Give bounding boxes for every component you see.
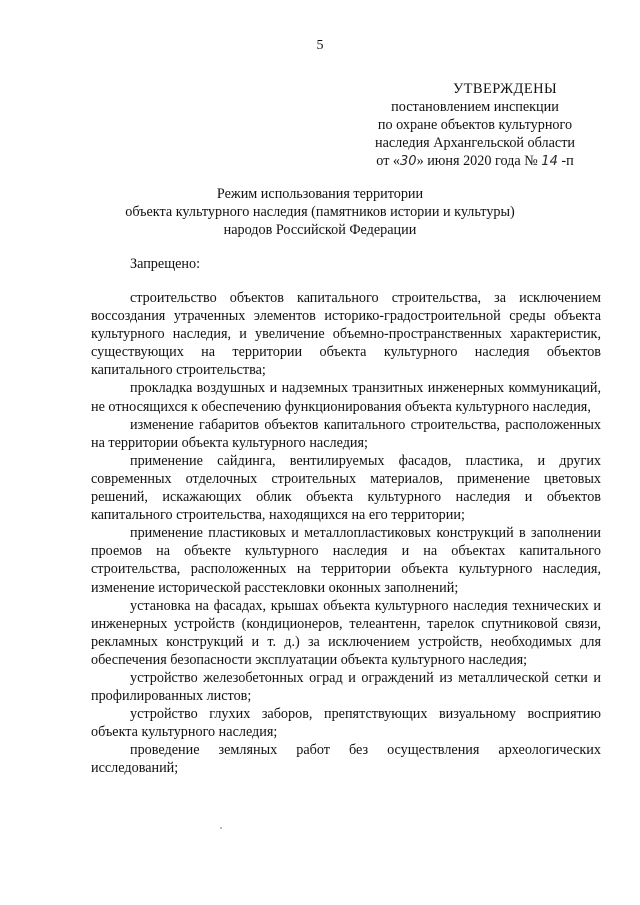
prohibition-item: прокладка воздушных и надземных транзитных инженерных коммуникаций, не относящихся к обеспечению функционирования объекта культурного наследия, xyxy=(91,380,601,415)
prohibition-item: применение сайдинга, вентилируемых фасадов, пластика, и других современных отделочных строительных материалов, применение цветовых решений, искажающих облик объекта культурного наследия и объектов капитального строительства, находящихся на его территории; xyxy=(91,452,601,524)
prohibition-item: изменение габаритов объектов капитального строительства, расположенных на территории объекта культурного наследия; xyxy=(91,416,601,451)
prohibition-list xyxy=(91,289,601,778)
prohibition-item: установка на фасадах, крышах объекта культурного наследия технических и инженерных устройств (кондиционеров, телеантенн, тарелок спутниковой связи, рекламных конструкций и т. д.) за исключением устройств, необходимых для обеспечения безопасности эксплуатации объекта культурного наследия; xyxy=(91,597,601,668)
document-title xyxy=(0,185,640,239)
scan-artifact-dot xyxy=(220,827,222,829)
approval-date-prefix: от « xyxy=(376,153,401,169)
prohibition-item: устройство железобетонных оград и ограждений из металлической сетки и профилированных листов; xyxy=(91,669,601,705)
title-line-1: Режим использования территории xyxy=(216,186,424,202)
approval-stamp-block xyxy=(355,80,595,171)
approval-date-suffix: -п xyxy=(557,153,574,169)
approval-line-2: по охране объектов культурного xyxy=(377,117,573,133)
prohibition-item: применение пластиковых и металлопластиковых конструкций в заполнении проемов на объекте культурного наследия и на объектах капитального строительства, расположенных на территории объекта культурного наследия, изменение исторической расстекловки оконных заполнений; xyxy=(91,525,601,596)
approval-line-3: наследия Архангельской области xyxy=(374,135,575,151)
prohibited-label: Запрещено: xyxy=(130,256,201,272)
prohibition-item: устройство глухих заборов, препятствующих визуальному восприятию объекта культурного наследия; xyxy=(91,706,601,741)
approval-line-1: постановлением инспекции xyxy=(391,99,559,115)
approval-date-day: 30 xyxy=(400,154,417,169)
page-number: 5 xyxy=(316,38,324,53)
title-line-3: народов Российской Федерации xyxy=(223,222,417,238)
prohibition-item: строительство объектов капитального строительства, за исключением воссоздания утраченных элементов историко-градостроительной среды объекта культурного наследия, и увеличение объемно-пространственных характеристик, существующих на территории объекта культурного наследия объектов капитального строительства; xyxy=(91,290,601,379)
approval-heading: УТВЕРЖДЕНЫ xyxy=(452,81,558,97)
prohibition-item: проведение земляных работ без осуществления археологических исследований; xyxy=(91,742,601,777)
title-line-2: объекта культурного наследия (памятников истории и культуры) xyxy=(125,204,515,220)
approval-decree-number: 14 xyxy=(541,154,558,169)
approval-date-line xyxy=(355,152,595,171)
approval-date-middle: » июня 2020 года № xyxy=(416,153,542,169)
